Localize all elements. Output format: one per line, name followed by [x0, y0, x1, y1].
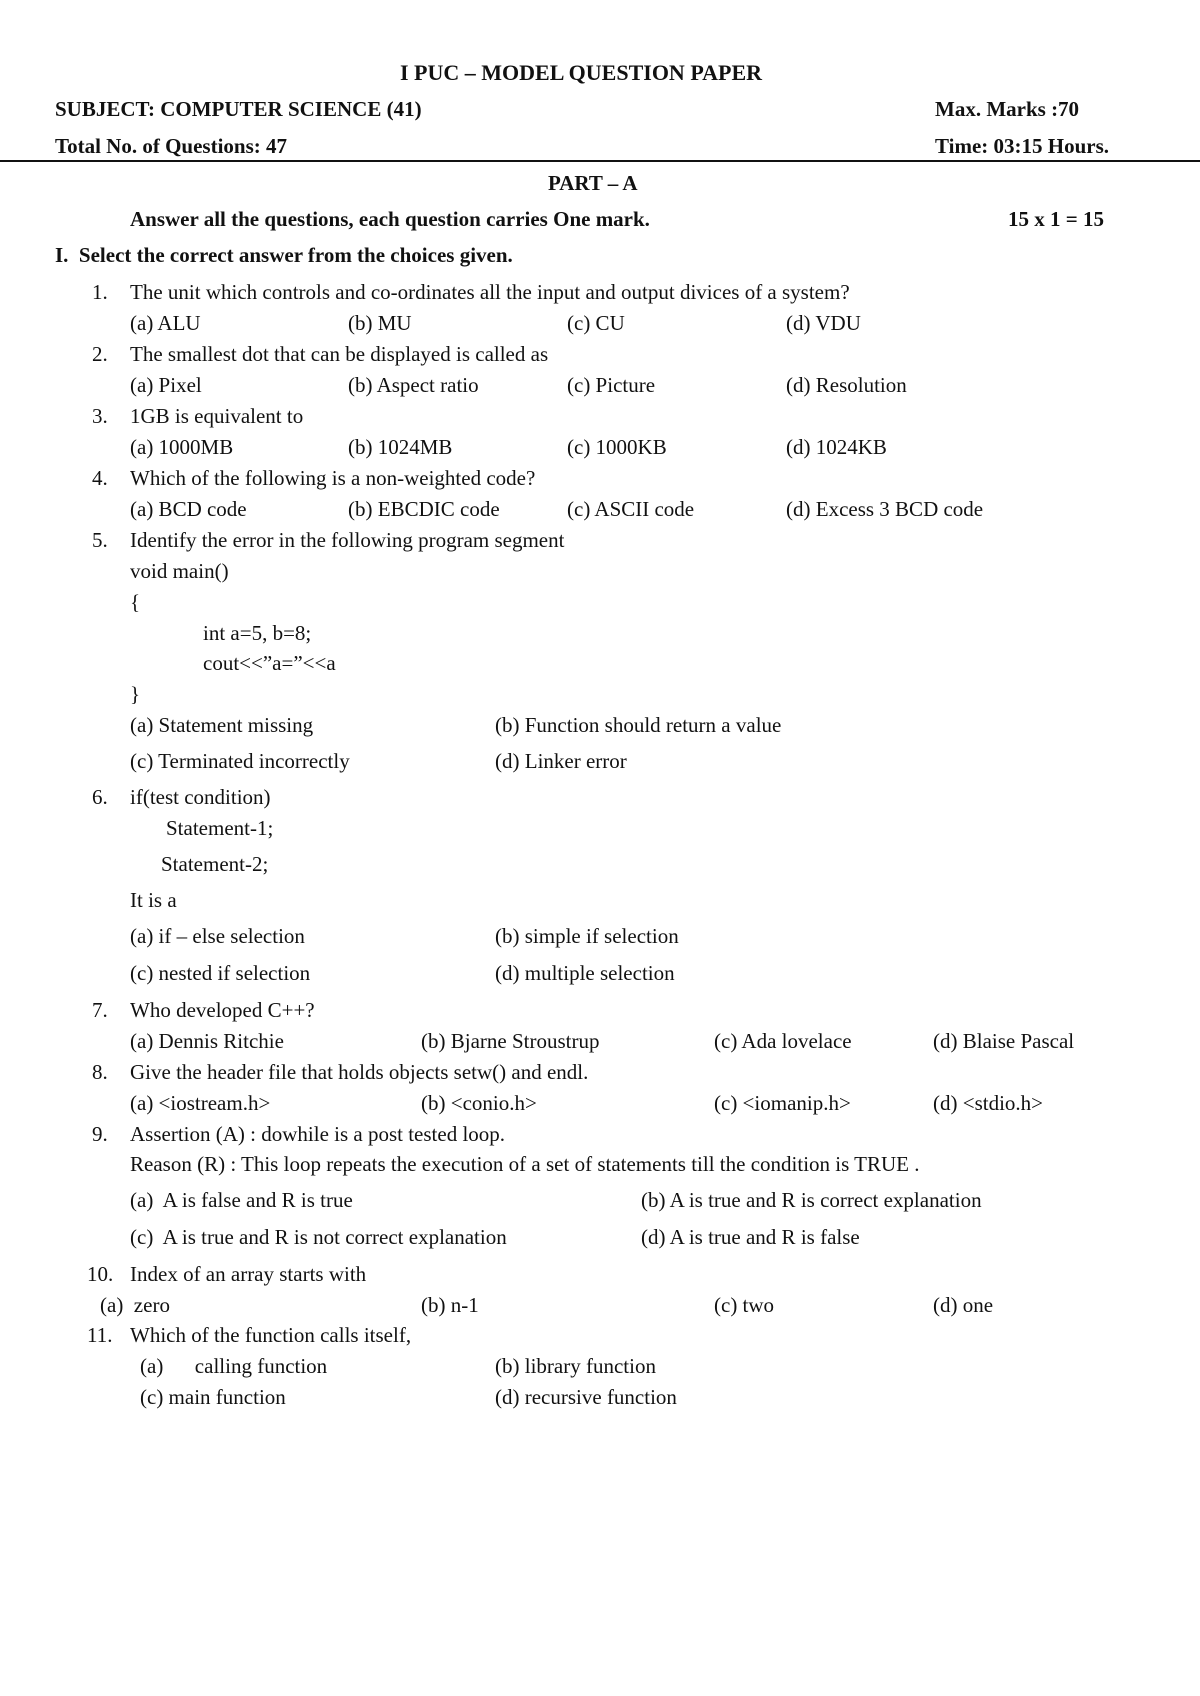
code-line: int a=5, b=8;: [203, 621, 312, 645]
option-a: (a) Statement missing: [130, 713, 314, 737]
option-b: (b) <conio.h>: [421, 1091, 537, 1115]
question-text: 1GB is equivalent to: [130, 404, 304, 428]
option-b: (b) Bjarne Stroustrup: [421, 1029, 600, 1053]
assertion-text: Assertion (A) : dowhile is a post tested loop.: [130, 1122, 506, 1146]
option-a: (a) zero: [100, 1293, 170, 1317]
option-c: (c) CU: [567, 311, 625, 335]
option-c: (c) Terminated incorrectly: [130, 749, 350, 773]
question-number: 5.: [92, 528, 108, 552]
question-text: The smallest dot that can be displayed is called as: [130, 342, 549, 366]
option-d: (d) Linker error: [495, 749, 627, 773]
question-number: 3.: [92, 404, 108, 428]
option-c: (c) A is true and R is not correct explanation: [130, 1225, 507, 1249]
code-line: void main(): [130, 559, 229, 583]
question-text: Index of an array starts with: [130, 1262, 367, 1286]
option-a: (a) calling function: [140, 1354, 328, 1378]
option-b: (b) Aspect ratio: [348, 373, 479, 397]
question-number: 6.: [92, 785, 108, 809]
option-d: (d) A is true and R is false: [641, 1225, 860, 1249]
option-d: (d) Blaise Pascal: [933, 1029, 1075, 1053]
subject-label: SUBJECT: COMPUTER SCIENCE (41): [55, 97, 422, 121]
option-b: (b) library function: [495, 1354, 656, 1378]
question-number: 8.: [92, 1060, 108, 1084]
option-d: (d) 1024KB: [786, 435, 887, 459]
option-c: (c) main function: [140, 1385, 286, 1409]
question-text: Which of the following is a non-weighted code?: [130, 466, 536, 490]
question-number: 11.: [87, 1323, 113, 1347]
option-d: (d) VDU: [786, 311, 861, 335]
header-rule: [0, 160, 1200, 162]
part-title: PART – A: [548, 171, 638, 195]
code-line: {: [130, 590, 141, 614]
section-label: I. Select the correct answer from the choices given.: [55, 243, 513, 267]
question-text: The unit which controls and co-ordinates all the input and output divices of a system?: [130, 280, 850, 304]
total-questions: Total No. of Questions: 47: [55, 134, 287, 158]
question-text: Give the header file that holds objects setw() and endl.: [130, 1060, 589, 1084]
option-b: (b) 1024MB: [348, 435, 453, 459]
option-d: (d) one: [933, 1293, 994, 1317]
option-a: (a) A is false and R is true: [130, 1188, 353, 1212]
option-b: (b) Function should return a value: [495, 713, 782, 737]
option-a: (a) 1000MB: [130, 435, 234, 459]
question-text: Identify the error in the following program segment: [130, 528, 565, 552]
option-a: (a) Dennis Ritchie: [130, 1029, 284, 1053]
option-d: (d) <stdio.h>: [933, 1091, 1044, 1115]
option-c: (c) nested if selection: [130, 961, 311, 985]
question-text: if(test condition): [130, 785, 271, 809]
option-a: (a) <iostream.h>: [130, 1091, 271, 1115]
reason-text: Reason (R) : This loop repeats the execution of a set of statements till the condition is TRUE .: [130, 1152, 920, 1176]
question-text: Who developed C++?: [130, 998, 315, 1022]
question-number: 4.: [92, 466, 108, 490]
code-line: cout<<”a=”<<a: [203, 651, 336, 675]
option-b: (b) simple if selection: [495, 924, 679, 948]
part-instruction: Answer all the questions, each question carries One mark.: [130, 207, 650, 231]
question-number: 7.: [92, 998, 108, 1022]
option-c: (c) Picture: [567, 373, 656, 397]
option-a: (a) Pixel: [130, 373, 202, 397]
option-d: (d) multiple selection: [495, 961, 675, 985]
option-c: (c) <iomanip.h>: [714, 1091, 851, 1115]
option-d: (d) Excess 3 BCD code: [786, 497, 984, 521]
time-allowed: Time: 03:15 Hours.: [935, 134, 1110, 158]
paper-title: I PUC – MODEL QUESTION PAPER: [400, 60, 763, 85]
option-a: (a) ALU: [130, 311, 201, 335]
option-c: (c) Ada lovelace: [714, 1029, 852, 1053]
option-b: (b) A is true and R is correct explanation: [641, 1188, 982, 1212]
option-c: (c) 1000KB: [567, 435, 667, 459]
option-b: (b) MU: [348, 311, 412, 335]
option-c: (c) two: [714, 1293, 775, 1317]
code-line: }: [130, 682, 141, 706]
question-number: 1.: [92, 280, 108, 304]
option-d: (d) Resolution: [786, 373, 907, 397]
option-b: (b) n-1: [421, 1293, 479, 1317]
max-marks: Max. Marks :70: [935, 97, 1080, 121]
option-b: (b) EBCDIC code: [348, 497, 500, 521]
option-a: (a) if – else selection: [130, 924, 305, 948]
code-line: Statement-1;: [166, 816, 274, 840]
option-d: (d) recursive function: [495, 1385, 677, 1409]
question-number: 10.: [87, 1262, 114, 1286]
question-number: 9.: [92, 1122, 108, 1146]
part-marks: 15 x 1 = 15: [1008, 207, 1104, 231]
question-number: 2.: [92, 342, 108, 366]
question-text: Which of the function calls itself,: [130, 1323, 412, 1347]
code-line: It is a: [130, 888, 177, 912]
option-a: (a) BCD code: [130, 497, 247, 521]
code-line: Statement-2;: [161, 852, 269, 876]
option-c: (c) ASCII code: [567, 497, 695, 521]
